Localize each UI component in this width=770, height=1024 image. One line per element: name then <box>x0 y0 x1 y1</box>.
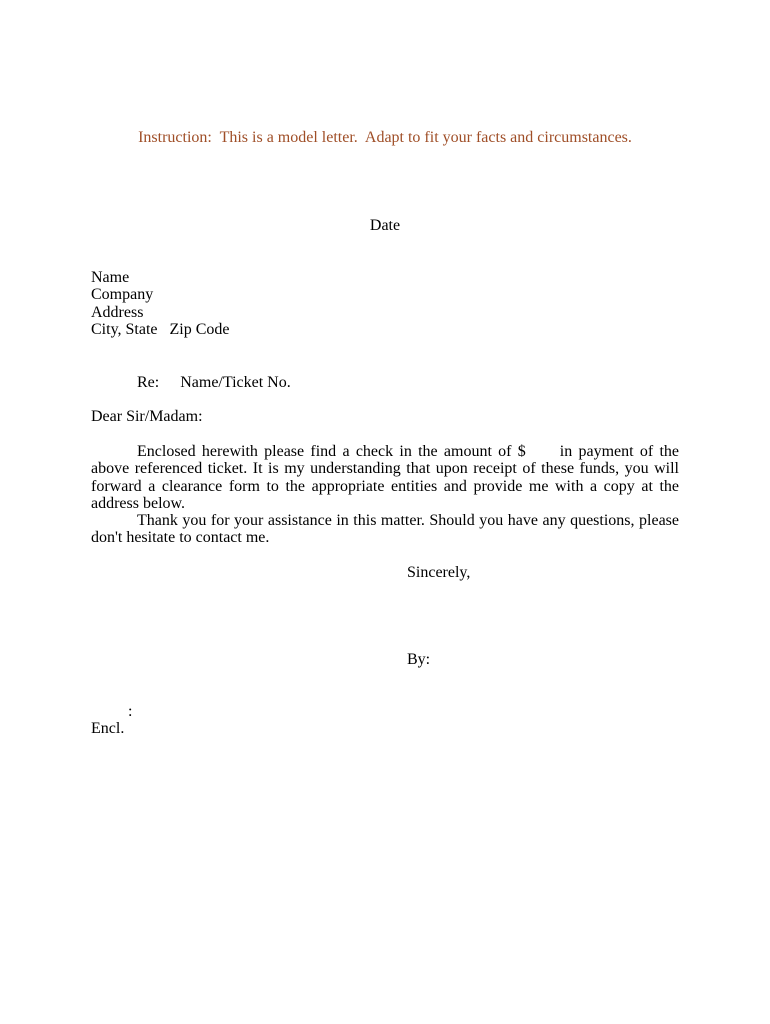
recipient-city-state-zip: City, State Zip Code <box>91 321 230 339</box>
enclosure-line: Encl. <box>91 720 125 737</box>
re-line <box>91 374 291 391</box>
instruction-note: Instruction: This is a model letter. Adapt to fit your facts and circumstances. <box>138 129 632 146</box>
para1-after-amount: in payment of the above referenced ticket. It is my understanding that upon receipt of these funds, you will forward a clearance form to the appropriate entities and provide me with a copy at the address below. <box>91 443 679 513</box>
para1-before-amount: Enclosed herewith please find a check in the amount of $ <box>137 443 526 460</box>
body-paragraph-2: Thank you for your assistance in this matter. Should you have any questions, please don't hesitate to contact me. <box>91 512 679 547</box>
salutation: Dear Sir/Madam: <box>91 408 203 425</box>
re-label: Re: <box>137 374 160 391</box>
signature-colon: : <box>128 703 133 720</box>
body-paragraph-1 <box>91 443 679 513</box>
date-line: Date <box>369 217 401 234</box>
recipient-block <box>91 269 230 339</box>
recipient-name: Name <box>91 269 130 286</box>
re-value: Name/Ticket No. <box>180 374 291 391</box>
recipient-company: Company <box>91 286 154 304</box>
closing-sincerely: Sincerely, <box>407 564 471 581</box>
by-line: By: <box>407 651 431 668</box>
recipient-address: Address <box>91 303 144 321</box>
